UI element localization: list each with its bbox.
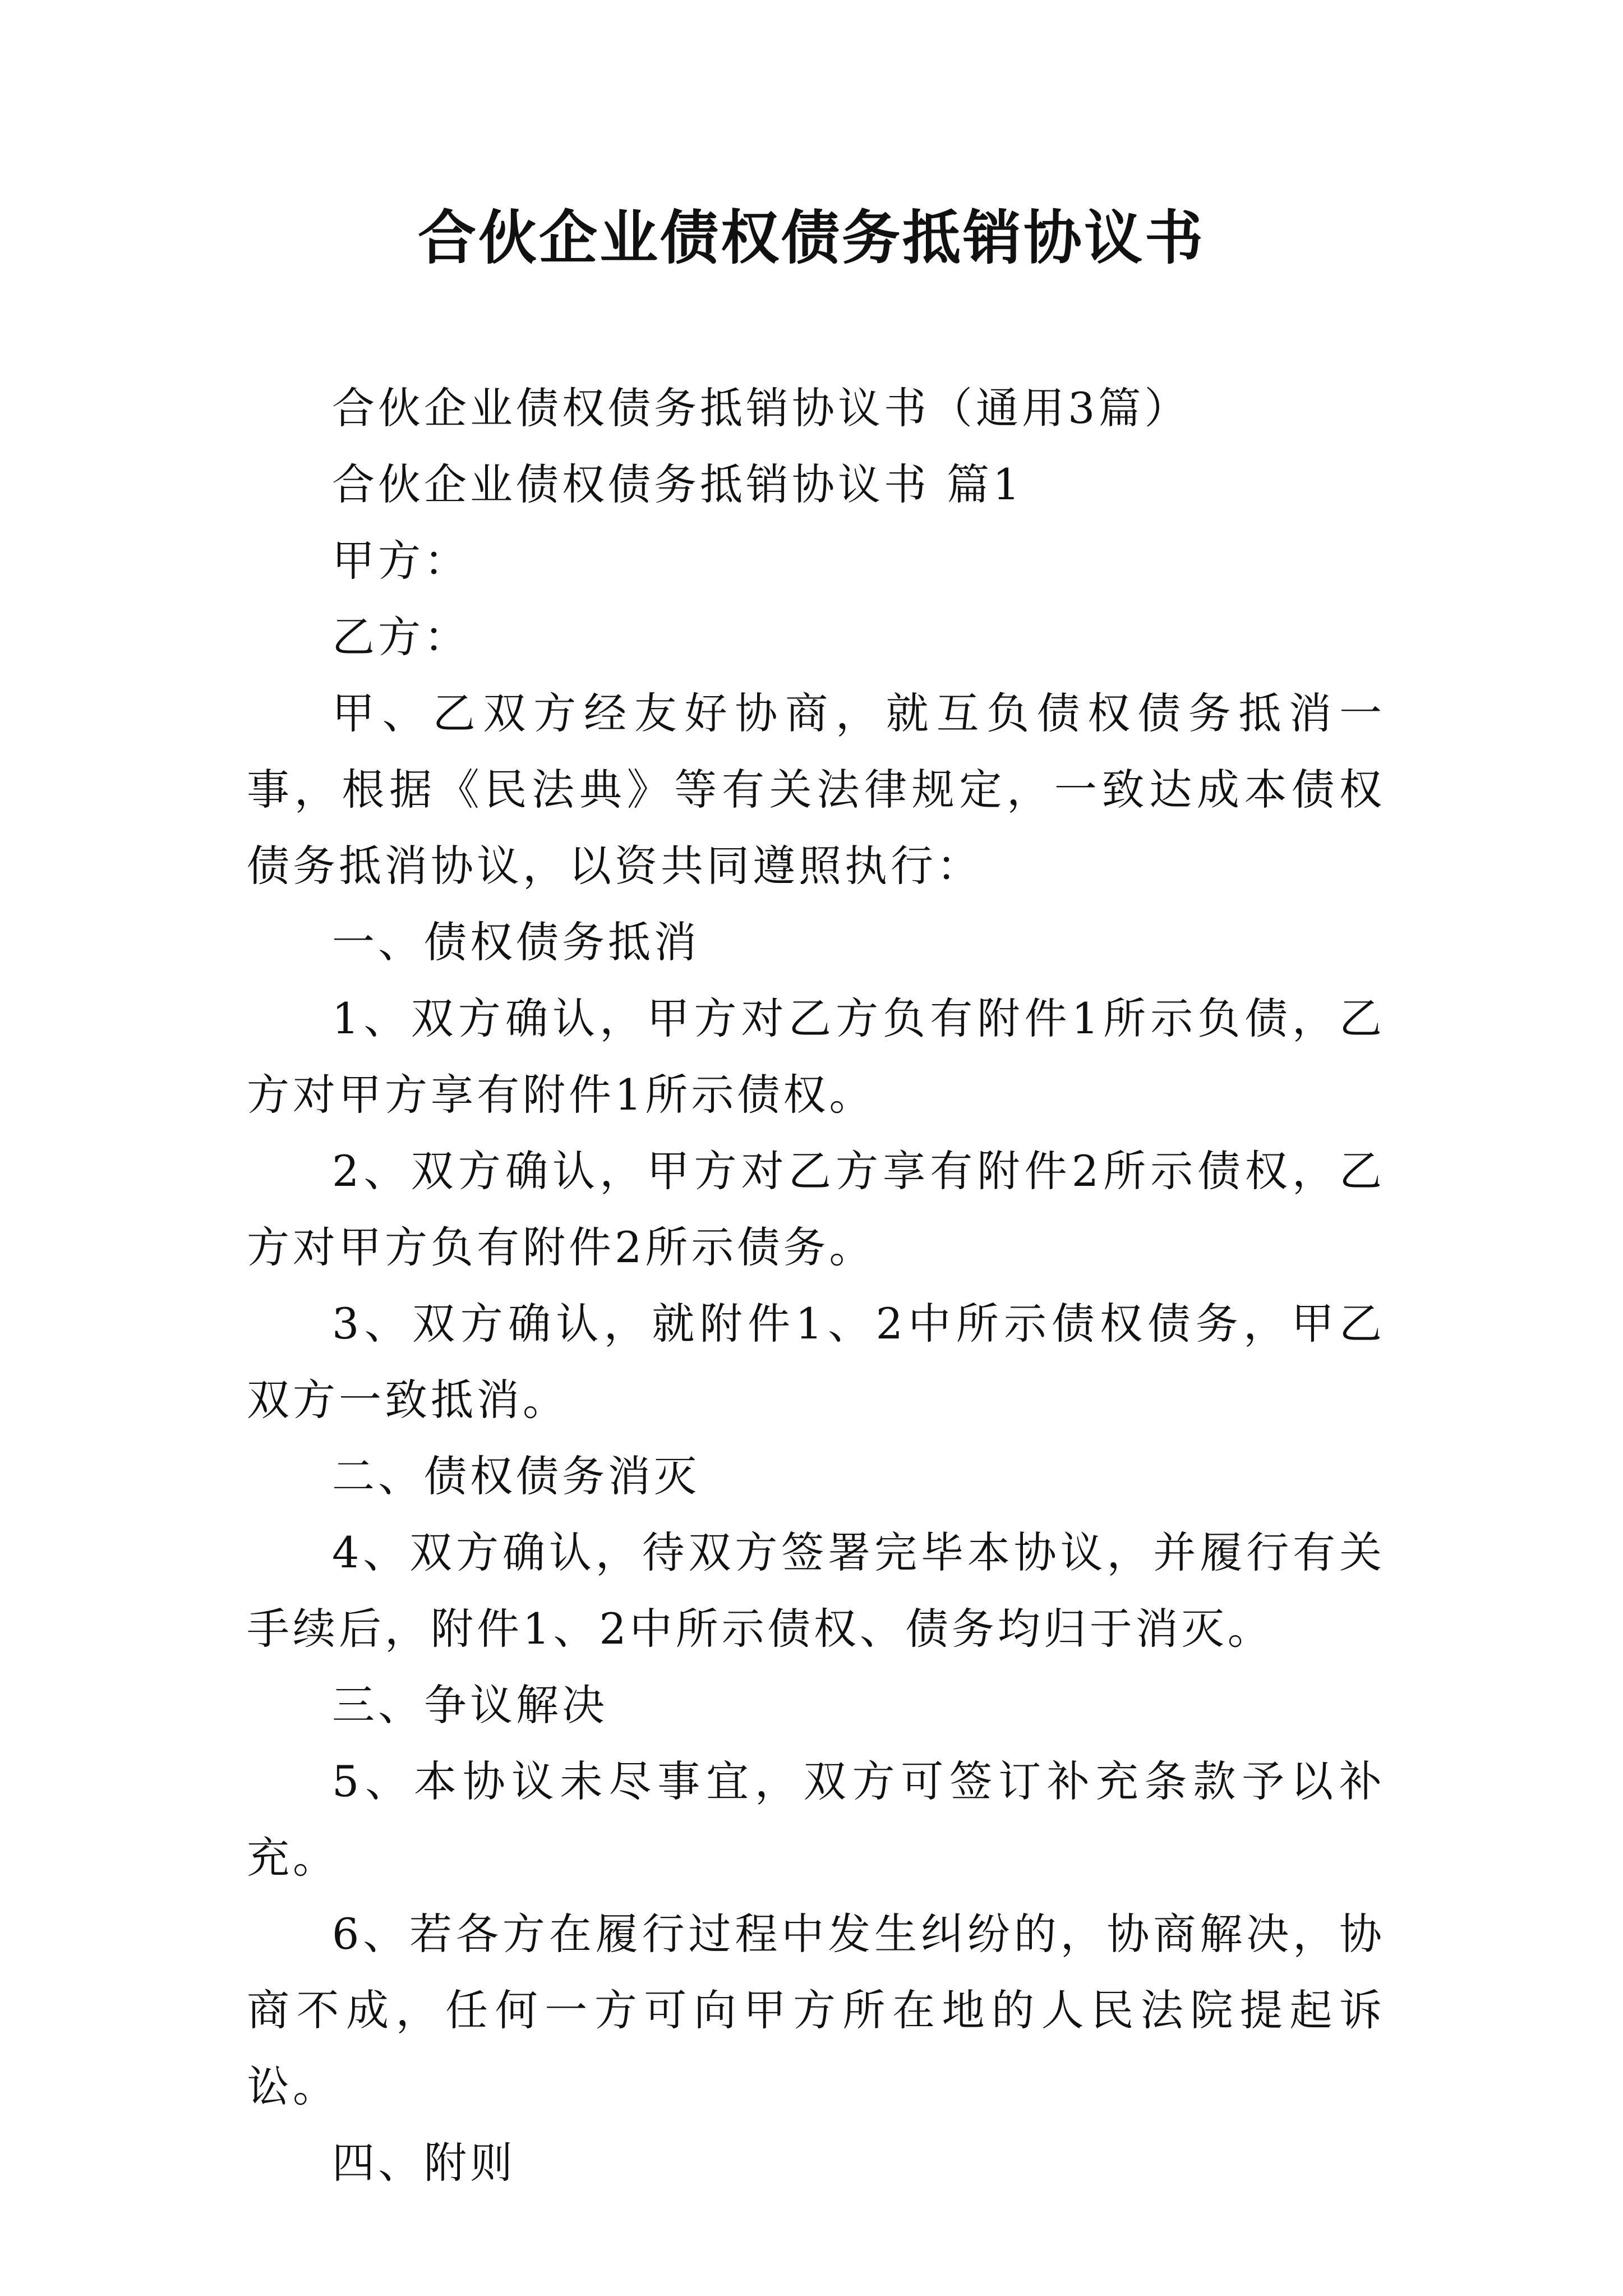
paragraph-clause-4: 4、双方确认，待双方签署完毕本协议，并履行有关手续后，附件1、2中所示债权、债务均归于消灭。 [247,1527,1385,1654]
paragraph-heading-dispute: 三、争议解决 [332,1680,608,1730]
paragraph-clause-2: 2、双方确认，甲方对乙方享有附件2所示债权，乙方对甲方负有附件2所示债务。 [247,1146,1385,1272]
paragraph-clause-6: 6、若各方在履行过程中发生纠纷的，协商解决，协商不成，任何一方可向甲方所在地的人民法院提起诉讼。 [247,1909,1385,2111]
paragraph-preamble: 甲、乙双方经友好协商，就互负债权债务抵消一事，根据《民法典》等有关法律规定，一致达成本债权债务抵消协议，以资共同遵照执行： [247,688,1385,891]
paragraph-subtitle: 合伙企业债权债务抵销协议书（通用3篇） [332,383,1191,433]
paragraph-section-heading: 合伙企业债权债务抵销协议书 篇1 [332,459,1023,509]
document-title: 合伙企业债权债务抵销协议书 [417,203,1205,272]
paragraph-party-b: 乙方： [332,612,470,662]
document-body [247,370,1385,2201]
paragraph-heading-offset: 一、债权债务抵消 [332,917,700,967]
paragraph-clause-1: 1、双方确认，甲方对乙方负有附件1所示负债，乙方对甲方享有附件1所示债权。 [247,993,1385,1120]
paragraph-party-a: 甲方： [332,536,470,586]
paragraph-heading-extinction: 二、债权债务消灭 [332,1451,700,1501]
paragraph-clause-5: 5、本协议未尽事宜，双方可签订补充条款予以补充。 [247,1756,1385,1883]
paragraph-clause-3: 3、双方确认，就附件1、2中所示债权债务，甲乙双方一致抵消。 [247,1299,1385,1425]
paragraph-heading-appendix: 四、附则 [332,2138,516,2188]
